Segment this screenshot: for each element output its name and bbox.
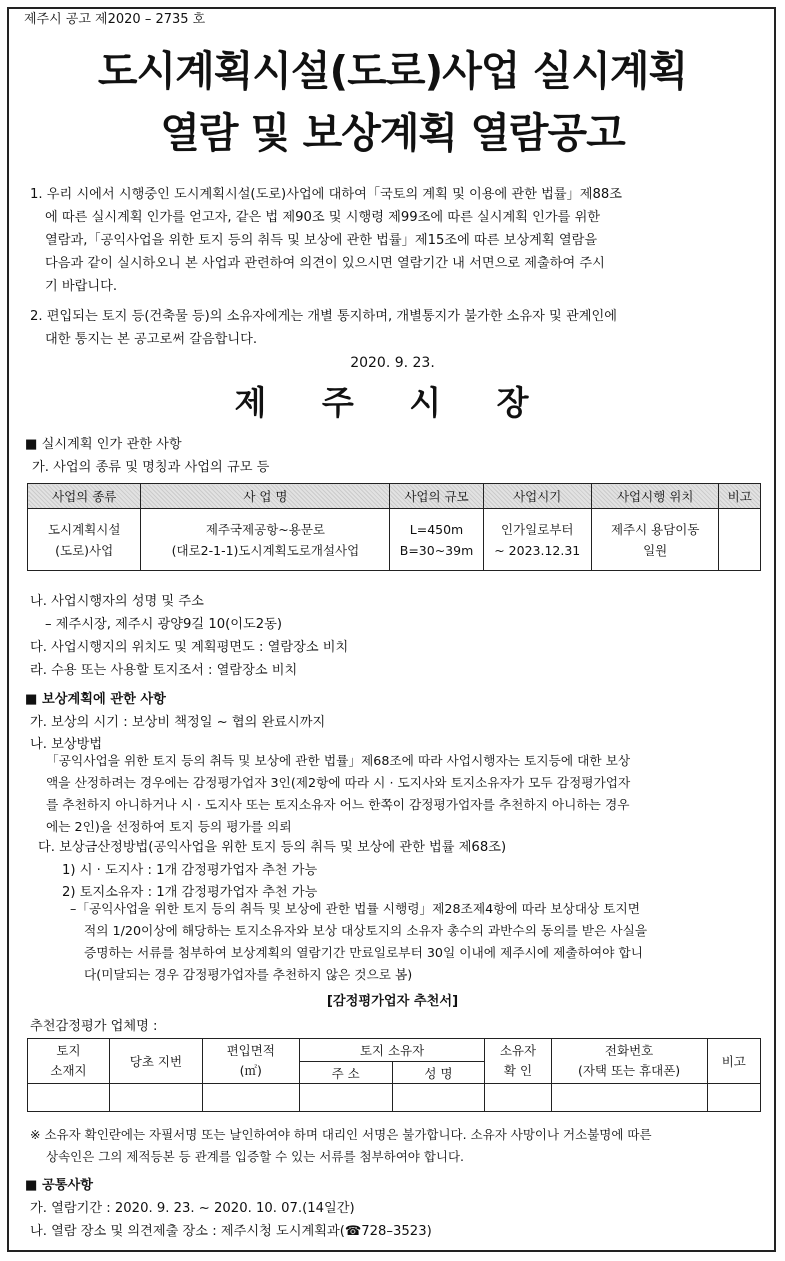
section-1-heading: ■ 실시계획 인가 관한 사항 (25, 437, 182, 452)
blank-cell (485, 1084, 551, 1112)
recommendation-table (27, 1038, 761, 1112)
header-phone (551, 1039, 707, 1084)
section-3-heading: ■ 공통사항 (25, 1178, 94, 1193)
paragraph-2-line: 대한 통지는 본 공고로써 갈음합니다. (45, 332, 258, 347)
header-project-note: 비고 (719, 484, 761, 509)
section-2-na-line: 를 추천하지 아니하거나 시 · 도지사 또는 토지소유자 어느 한쪽이 감정평가업자를 추천하지 아니하는 경우 (46, 797, 630, 812)
section-2-da-line: 적의 1/20이상에 해당하는 토지소유자와 보상 대상토지의 소유자 총수의 과반수의 동의를 받은 사실을 (84, 923, 648, 938)
paragraph-1-line: 에 따른 실시계획 인가를 얻고자, 같은 법 제90조 및 시행령 제99조에 따른 실시계획 인가를 위한 (45, 210, 601, 225)
cell-line: 토지 (56, 1043, 81, 1058)
paragraph-2 (30, 305, 765, 351)
section-1-na-detail: – 제주시장, 제주시 광양9길 10(이도2동) (45, 617, 283, 632)
cell-project-type (28, 509, 141, 571)
cell-line: (도로)사업 (55, 542, 114, 558)
cell-line: ~ 2023.12.31 (494, 542, 581, 558)
blank-cell (299, 1084, 392, 1112)
title-line-1: 도시계획시설(도로)사업 실시계획 (97, 47, 688, 95)
blank-cell (109, 1084, 202, 1112)
cell-line: (자택 또는 휴대폰) (577, 1063, 681, 1078)
cell-project-note (719, 509, 761, 571)
cell-line: 도시계획시설 (47, 521, 121, 537)
cell-project-location (591, 509, 719, 571)
section-2-da-item-2: 2) 토지소유자 : 1개 감정평가업자 추천 가능 (62, 885, 318, 900)
blank-cell (392, 1084, 485, 1112)
paragraph-1 (30, 183, 765, 298)
header-owner-address: 주 소 (299, 1062, 392, 1084)
cell-line: 일원 (643, 542, 668, 558)
section-2-na-line: 에는 2인)을 선정하여 토지 등의 평가를 의뢰 (46, 819, 292, 834)
header-owner-name: 성 명 (392, 1062, 485, 1084)
notice-number: 제주시 공고 제2020 – 2735 호 (24, 12, 206, 27)
header-original-lot: 당초 지번 (109, 1039, 202, 1084)
cell-line: (대로2-1-1)도시계획도로개설사업 (171, 542, 360, 558)
section-1-ra: 라. 수용 또는 사용할 토지조서 : 열람장소 비치 (30, 663, 298, 678)
project-table-row (28, 509, 761, 571)
blank-cell (551, 1084, 707, 1112)
section-2-da-text (70, 898, 647, 986)
cell-line: 확 인 (503, 1063, 533, 1078)
cell-line: 소재지 (50, 1063, 87, 1078)
paragraph-2-line: 2. 편입되는 토지 등(건축물 등)의 소유자에게는 개별 통지하며, 개별통지가 불가한 소유자 및 관계인에 (30, 309, 617, 324)
section-2-heading: ■ 보상계획에 관한 사항 (25, 692, 166, 707)
section-2-na-text (46, 750, 630, 838)
paragraph-1-line: 열람과,「공익사업을 위한 토지 등의 취득 및 보상에 관한 법률」제15조에 따른 보상계획 열람을 (45, 233, 598, 248)
blank-cell (707, 1084, 760, 1112)
project-table-header-row (28, 484, 761, 509)
cell-line: 편입면적 (226, 1043, 275, 1058)
mayor-signature: 제 주 시 장 (234, 383, 551, 422)
paragraph-1-line: 다음과 같이 실시하오니 본 사업과 관련하여 의견이 있으시면 열람기간 내 서면으로 제출하여 주시 (45, 256, 605, 271)
cell-line: 제주국제공항~용문로 (205, 521, 325, 537)
blank-cell (202, 1084, 299, 1112)
section-2-na: 나. 보상방법 (30, 737, 103, 752)
header-owner-confirm (485, 1039, 551, 1084)
cell-line: (㎡) (239, 1063, 262, 1078)
recommendation-blank-row (28, 1084, 761, 1112)
cell-line: 제주시 용담이동 (610, 521, 700, 537)
header-project-scale: 사업의 규모 (390, 484, 483, 509)
section-1-da: 다. 사업시행지의 위치도 및 계획평면도 : 열람장소 비치 (30, 640, 349, 655)
project-table (27, 483, 761, 571)
section-3-ga: 가. 열람기간 : 2020. 9. 23. ~ 2020. 10. 07.(14일간) (30, 1201, 355, 1216)
cell-project-scale (390, 509, 483, 571)
cell-project-name (141, 509, 390, 571)
header-project-type: 사업의 종류 (28, 484, 141, 509)
section-2-da-item-1: 1) 시 · 도지사 : 1개 감정평가업자 추천 가능 (62, 863, 318, 878)
notice-date: 2020. 9. 23. (350, 355, 435, 371)
section-2-na-line: 「공익사업을 위한 토지 등의 취득 및 보상에 관한 법률」제68조에 따라 사업시행자는 토지등에 대한 보상 (46, 753, 631, 768)
recommended-company-label: 추천감정평가 업체명 : (30, 1019, 158, 1034)
header-project-location: 사업시행 위치 (591, 484, 719, 509)
footnote-line: 상속인은 그의 제적등본 등 관계를 입증할 수 있는 서류를 첨부하여야 합니다. (46, 1149, 465, 1164)
header-area (202, 1039, 299, 1084)
header-note: 비고 (707, 1039, 760, 1084)
section-2-da-line: –「공익사업을 위한 토지 등의 취득 및 보상에 관한 법률 시행령」제28조제4항에 따라 보상대상 토지면 (70, 901, 641, 916)
recommendation-header-row-1 (28, 1039, 761, 1062)
section-2-da-line: 증명하는 서류를 첨부하여 보상계획의 열람기간 만료일로부터 30일 이내에 제주시에 제출하여야 합니 (84, 945, 643, 960)
cell-line: L=450m (409, 521, 464, 537)
section-2-ga: 가. 보상의 시기 : 보상비 책정일 ~ 협의 완료시까지 (30, 715, 326, 730)
cell-line: 소유자 (499, 1043, 537, 1058)
section-3-na: 나. 열람 장소 및 의견제출 장소 : 제주시청 도시계획과(☎728–3523) (30, 1224, 432, 1239)
cell-line: B=30~39m (399, 542, 474, 558)
section-1-ga: 가. 사업의 종류 및 명칭과 사업의 규모 등 (32, 460, 270, 475)
header-land-owner: 토지 소유자 (299, 1039, 485, 1062)
section-2-da-line: 다(미달되는 경우 감정평가업자를 추천하지 않은 것으로 봄) (84, 967, 413, 982)
header-project-period: 사업시기 (483, 484, 591, 509)
paragraph-1-line: 1. 우리 시에서 시행중인 도시계획시설(도로)사업에 대하여「국토의 계획 및 이용에 관한 법률」제88조 (30, 187, 623, 202)
footnote-line: ※ 소유자 확인란에는 자필서명 또는 날인하여야 하며 대리인 서명은 불가합니다. 소유자 사망이나 거소불명에 따른 (30, 1127, 652, 1142)
blank-cell (28, 1084, 110, 1112)
recommendation-form-title: [감정평가업자 추천서] (326, 994, 459, 1009)
cell-project-period (483, 509, 591, 571)
footnote (30, 1124, 652, 1168)
cell-line: 인가일로부터 (501, 521, 574, 537)
paragraph-1-line: 기 바랍니다. (45, 279, 118, 294)
section-2-na-line: 액을 산정하려는 경우에는 감정평가업자 3인(제2항에 따라 시 · 도지사와 토지소유자가 모두 감정평가업자 (46, 775, 631, 790)
header-land-location (28, 1039, 110, 1084)
title-line-2: 열람 및 보상계획 열람공고 (160, 109, 625, 157)
section-2-da: 다. 보상금산정방법(공익사업을 위한 토지 등의 취득 및 보상에 관한 법률 제68조) (38, 840, 507, 855)
section-1-na: 나. 사업시행자의 성명 및 주소 (30, 594, 204, 609)
cell-line: 전화번호 (604, 1043, 654, 1058)
header-project-name: 사 업 명 (141, 484, 390, 509)
